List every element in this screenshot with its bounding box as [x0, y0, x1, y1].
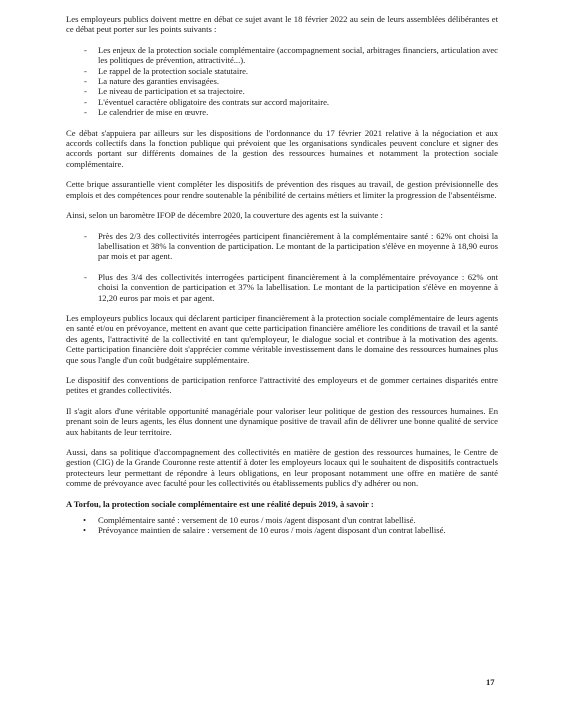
ordonnance-paragraph: Ce débat s'appuiera par ailleurs sur les dispositions de l'ordonnance du 17 février 2021 relative à la négociation et aux accords collectifs dans la fonction publique qui prévoient que les organisations syndicales peuvent conclure et signer des accords portant sur différents domaines de la gestion des ressources humaines et notamment la protection sociale complémentaire. [66, 127, 498, 169]
list-item: - Le calendrier de mise en œuvre. [66, 107, 498, 117]
torfou-heading: A Torfou, la protection sociale complémentaire est une réalité depuis 2019, à savoir : [66, 498, 374, 509]
list-item: • Complémentaire santé : versement de 10 euros / mois /agent disposant d'un contrat labellisé. [66, 515, 498, 525]
torfou-list [66, 515, 498, 536]
barometre-paragraph: Ainsi, selon un baromètre IFOP de décembre 2020, la couverture des agents est la suivante : [66, 210, 383, 221]
cig-paragraph: Aussi, dans sa politique d'accompagnement des collectivités en matière de gestion des ressources humaines, le Centre de gestion (CIG) de la Grande Couronne reste attentif à doter les employeurs locaux qui le souhaitent de dispositifs contractuels protecteurs leur permettant de répondre à leurs obligations, en leur proposant notamment une offre en matière de santé comme de prévoyance avec faculté pour les collectivités ou établissements publics d'y adhérer ou non. [66, 447, 498, 489]
intro-paragraph: Les employeurs publics doivent mettre en débat ce sujet avant le 18 février 2022 au sein de leurs assemblées délibérantes et ce débat peut porter sur les points suivants : [66, 14, 498, 35]
page-number: 17 [486, 677, 495, 687]
list-item: - La nature des garanties envisagées. [66, 76, 498, 86]
employeurs-paragraph: Les employeurs publics locaux qui déclarent participer financièrement à la protection sociale complémentaire de leurs agents en santé et/ou en prévoyance, mettent en avant que cette participation financière améliore les conditions de travail et la santé des agents, l'attractivité de la collectivité en tant qu'employeur, le dialogue social et contribue à la motivation des agents. Cette participation financière doit s'apprécier comme véritable investissement dans le domaine des ressources humaines plus que sous l'angle d'un coût budgétaire supplémentaire. [66, 312, 498, 365]
document-page [66, 14, 498, 546]
list-item: - Près des 2/3 des collectivités interrogées participent financièrement à la complémentaire santé : 62% ont choisi la labellisation et 38% la convention de participation. Le montant de la participation s'élève en moyenne à 18,90 euros par mois et par agent. [66, 231, 498, 262]
debate-points-list [66, 45, 498, 118]
dispositif-paragraph: Le dispositif des conventions de participation renforce l'attractivité des employeurs et de gommer certaines disparités entre petites et grandes collectivités. [66, 374, 498, 396]
opportunite-paragraph: Il s'agit alors d'une véritable opportunité managériale pour valoriser leur politique de gestion des ressources humaines. En prenant soin de leurs agents, les élus donnent une dynamique positive de travail afin de délivrer une bonne qualité de service aux habitants de leur territoire. [66, 405, 498, 437]
brique-paragraph: Cette brique assurantielle vient compléter les dispositifs de prévention des risques au travail, de gestion prévisionnelle des emplois et des compétences pour rendre soutenable la pénibilité de certains métiers et limiter la progression de l'absentéisme. [66, 179, 498, 200]
list-item: - Plus des 3/4 des collectivités interrogées participent financièrement à la complémentaire prévoyance : 62% ont choisi la convention de participation et 37% la labellisation. Le montant de la participation s'élève en moyenne à 12,20 euros par mois et par agent. [66, 272, 498, 303]
list-item: - Le niveau de participation et sa trajectoire. [66, 86, 498, 96]
coverage-list [66, 231, 498, 303]
list-item: - Les enjeux de la protection sociale complémentaire (accompagnement social, arbitrages financiers, articulation avec les politiques de prévention, attractivité...). [66, 45, 498, 66]
list-item: - Le rappel de la protection sociale statutaire. [66, 66, 498, 76]
list-item: - L'éventuel caractère obligatoire des contrats sur accord majoritaire. [66, 97, 498, 107]
list-item: • Prévoyance maintien de salaire : versement de 10 euros / mois /agent disposant d'un contrat labellisé. [66, 525, 498, 535]
